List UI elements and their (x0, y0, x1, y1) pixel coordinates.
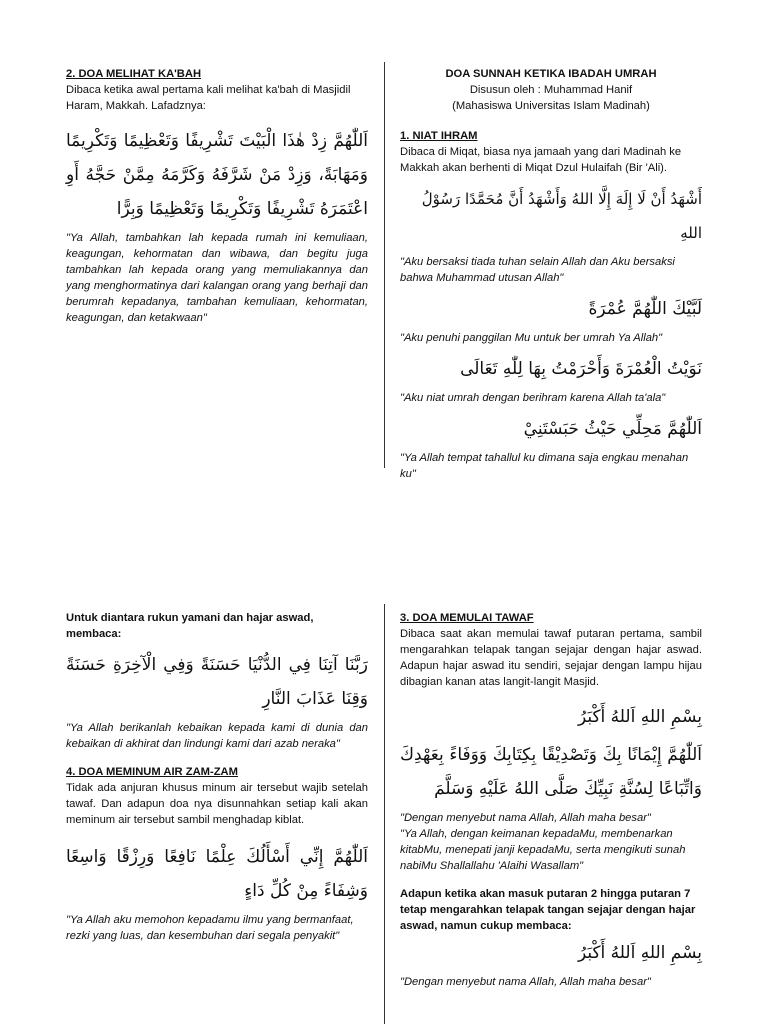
arabic-talbiyah: لَبَّيْكَ اللّٰهُمَّ عُمْرَةً (588, 299, 702, 319)
document-author: Disusun oleh : Muhammad Hanif (469, 84, 633, 96)
translation-text: "Aku bersaksi tiada tuhan selain Allah dan Aku bersaksi bahwa Muhammad utusan Allah" (400, 256, 675, 284)
section-bold-paragraph: Adapun ketika akan masuk putaran 2 hingga putaran 7 tetap mengarahkan telapak tangan sejajar dengan hajar aswad, namun cukup membaca: (400, 888, 696, 932)
section-rukun-yamani (66, 610, 368, 944)
section-doa-melihat-kabah (66, 66, 368, 326)
section-intro: Dibaca ketika awal pertama kali melihat ka'bah di Masjidil Haram, Makkah. Lafadznya: (66, 84, 351, 112)
section-heading: 2. DOA MELIHAT KA'BAH (66, 68, 202, 80)
section-niat-ihram (400, 66, 702, 482)
translation-text: "Ya Allah berikanlah kebaikan kepada kami di dunia dan kebaikan di akhirat dan lindungi kami dari azab neraka" (66, 722, 368, 750)
translation-text: "Ya Allah aku memohon kepadamu ilmu yang bermanfaat, rezki yang luas, dan kesembuhan dari segala penyakit" (66, 914, 354, 942)
arabic-prayer: اَللّٰهُمَّ زِدْ هٰذَا الْبَيْتَ تَشْرِيفًا وَتَعْظِيمًا وَتَكْرِيمًا وَمَهَابَةً، وَزِدْ مَنْ شَرَّفَهُ وَكَرَّمَهُ مِمَّنْ حَجَّهُ أَوِ اعْتَمَرَهُ تَشْرِيفًا وَتَكْرِيمًا وَتَعْظِيمًا وَبِرًّا (66, 131, 368, 219)
arabic-niat: نَوَيْتُ الْعُمْرَةَ وَأَحْرَمْتُ بِهَا لِلّٰهِ تَعَالَى (460, 359, 702, 379)
translation-text: "Ya Allah, tambahkan lah kepada rumah ini kemuliaan, keagungan, kehormatan dan wibawa, dan begitu juga tambahkan lah kepada orang yang memuliakannya dan yang menghormatinya dari kalangan orang yang berhaji dan berumrah kepadanya, tambahan kemuliaan, kehormatan, keagungan, dan ketakwaan" (66, 232, 368, 324)
arabic-bismillah: بِسْمِ اللهِ اَللهُ أَكْبَرُ (577, 707, 702, 727)
translation-text: "Aku niat umrah dengan berihram karena Allah ta'ala" (400, 392, 666, 404)
arabic-zamzam: اَللّٰهُمَّ إِنِّي أَسْأَلُكَ عِلْمًا نَافِعًا وَرِزْقًا وَاسِعًا وَشِفَاءً مِنْ كُلِّ دَاءٍ (66, 847, 368, 901)
section-heading: 3. DOA MEMULAI TAWAF (400, 612, 534, 624)
section-memulai-tawaf (400, 610, 702, 990)
document-affiliation: (Mahasiswa Universitas Islam Madinah) (452, 100, 650, 112)
translation-text: "Aku penuhi panggilan Mu untuk ber umrah Ya Allah" (400, 332, 663, 344)
column-divider-bottom (384, 604, 385, 1024)
section-body: Tidak ada anjuran khusus minum air tersebut wajib setelah tawaf. Dan adapun doa nya disunnahkan setiap kali akan meminum air tersebut sambil menghadap kiblat. (66, 782, 368, 826)
arabic-tahallul: اَللّٰهُمَّ مَحِلِّي حَيْثُ حَبَسْتَنِيْ (523, 419, 702, 439)
document-title: DOA SUNNAH KETIKA IBADAH UMRAH (445, 68, 657, 80)
section-heading: 4. DOA MEMINUM AIR ZAM-ZAM (66, 766, 238, 778)
arabic-shahada: أَشْهَدُ أَنْ لَا إِلَهَ إِلَّا اللهُ وَأَشْهَدُ أَنَّ مُحَمَّدًا رَسُوْلُ اللهِ (421, 190, 702, 242)
translation-text: "Dengan menyebut nama Allah, Allah maha besar" (400, 976, 651, 988)
arabic-rabbana: رَبَّنَا آتِنَا فِي الدُّنْيَا حَسَنَةً وَفِي الْآخِرَةِ حَسَنَةً وَقِنَا عَذَابَ النَّارِ (66, 655, 368, 709)
column-divider-top (384, 62, 385, 468)
translation-text: "Ya Allah tempat tahallul ku dimana saja engkau menahan ku" (400, 452, 689, 480)
arabic-tawaf-prayer: اَللّٰهُمَّ إِيْمَانًا بِكَ وَتَصْدِيْقًا بِكِتَابِكَ وَوَفَاءً بِعَهْدِكَ وَاتِّبَاعًا لِسُنَّةِ نَبِيِّكَ صَلَّى اللهُ عَلَيْهِ وَسَلَّمَ (400, 745, 702, 799)
section-intro: Dibaca di Miqat, biasa nya jamaah yang dari Madinah ke Makkah akan berhenti di Miqat Dzul Hulaifah (Bir 'Ali). (400, 146, 682, 174)
arabic-bismillah: بِسْمِ اللهِ اَللهُ أَكْبَرُ (577, 943, 702, 963)
section-intro: Dibaca saat akan memulai tawaf putaran pertama, sambil mengarahkan telapak tangan sejajar dengan hajar aswad. Adapun hajar aswad itu sendiri, sejajar dengan lampu hijau dibagian kanan atas langit-langit Masjid. (400, 628, 702, 688)
translation-text: "Ya Allah, dengan keimanan kepadaMu, membenarkan kitabMu, menepati janji kepadaMu, serta mengikuti sunah nabiMu Shallallahu 'Alaihi Wasallam" (400, 828, 686, 872)
section-intro-bold: Untuk diantara rukun yamani dan hajar aswad, membaca: (66, 612, 314, 640)
translation-text: "Dengan menyebut nama Allah, Allah maha besar" (400, 812, 651, 824)
section-heading: 1. NIAT IHRAM (400, 130, 478, 142)
